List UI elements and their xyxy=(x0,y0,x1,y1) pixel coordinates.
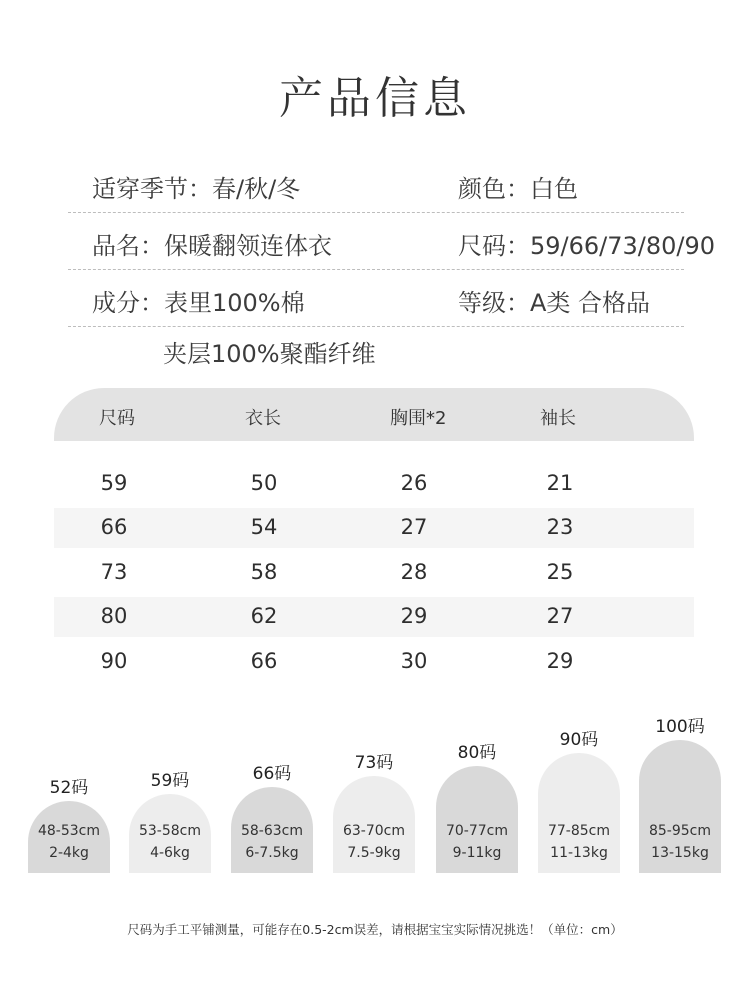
table-cell: 29 xyxy=(400,604,428,628)
info-row-material xyxy=(68,271,684,327)
size-table-header xyxy=(54,388,694,441)
size-card xyxy=(231,787,313,873)
table-cell: 58 xyxy=(250,560,278,584)
size-card-height: 48-53cm xyxy=(37,823,100,839)
table-cell: 50 xyxy=(250,471,278,495)
table-cell: 27 xyxy=(400,515,428,539)
size-card-height: 70-77cm xyxy=(445,823,508,839)
table-cell: 66 xyxy=(100,515,128,539)
table-cell: 21 xyxy=(546,471,574,495)
table-cell: 23 xyxy=(546,515,574,539)
table-row xyxy=(54,553,694,593)
header-sleeve: 袖长 xyxy=(540,408,576,429)
table-cell: 54 xyxy=(250,515,278,539)
size-card-weight: 6-7.5kg xyxy=(245,845,299,861)
header-size: 尺码 xyxy=(99,408,135,429)
color-text: 颜色：白色 xyxy=(458,175,578,203)
table-cell: 80 xyxy=(100,604,128,628)
size-card-label: 73码 xyxy=(354,753,394,773)
size-card-height: 58-63cm xyxy=(240,823,303,839)
size-card-height: 53-58cm xyxy=(138,823,201,839)
table-cell: 25 xyxy=(546,560,574,584)
grade-text: 等级：A类 合格品 xyxy=(458,289,651,317)
size-card-weight: 4-6kg xyxy=(150,845,190,861)
table-cell: 73 xyxy=(100,560,128,584)
size-card xyxy=(436,766,518,873)
material-extra-text: 夹层100%聚酯纤维 xyxy=(163,340,376,368)
measurement-note: 尺码为手工平铺测量，可能存在0.5-2cm误差，请根据宝宝实际情况挑选！（单位：cm） xyxy=(127,922,623,937)
size-card xyxy=(538,753,620,873)
table-cell: 90 xyxy=(100,649,128,673)
size-card-label: 90码 xyxy=(559,730,599,750)
size-card-weight: 13-15kg xyxy=(651,845,709,861)
size-card-label: 59码 xyxy=(150,771,190,791)
table-cell: 62 xyxy=(250,604,278,628)
size-card-height: 63-70cm xyxy=(342,823,405,839)
table-cell: 59 xyxy=(100,471,128,495)
size-card-label: 80码 xyxy=(457,743,497,763)
size-card-weight: 7.5-9kg xyxy=(347,845,401,861)
table-cell: 27 xyxy=(546,604,574,628)
table-cell: 66 xyxy=(250,649,278,673)
size-card xyxy=(129,794,211,873)
season-text: 适穿季节：春/秋/冬 xyxy=(92,175,301,203)
table-cell: 28 xyxy=(400,560,428,584)
table-cell: 30 xyxy=(400,649,428,673)
table-row xyxy=(54,508,694,548)
sizes-text: 尺码：59/66/73/80/90 xyxy=(458,232,716,260)
table-cell: 29 xyxy=(546,649,574,673)
material-text: 成分：表里100%棉 xyxy=(92,289,305,317)
size-card xyxy=(639,740,721,873)
size-card-label: 52码 xyxy=(49,778,89,798)
table-row xyxy=(54,642,694,682)
size-card-height: 77-85cm xyxy=(547,823,610,839)
size-card-weight: 9-11kg xyxy=(452,845,502,861)
size-card-height: 85-95cm xyxy=(648,823,711,839)
table-row xyxy=(54,464,694,504)
info-row-name xyxy=(68,214,716,270)
size-card-weight: 11-13kg xyxy=(550,845,608,861)
size-card-label: 66码 xyxy=(252,764,292,784)
product-name-text: 品名：保暖翻领连体衣 xyxy=(92,232,332,260)
header-chest: 胸围*2 xyxy=(390,408,447,429)
info-row-season xyxy=(68,157,684,213)
size-card xyxy=(333,776,415,873)
size-card xyxy=(28,801,110,873)
size-card-label: 100码 xyxy=(655,717,705,737)
table-row xyxy=(54,597,694,637)
page-title: 产品信息 xyxy=(279,73,471,124)
table-cell: 26 xyxy=(400,471,428,495)
size-card-weight: 2-4kg xyxy=(49,845,89,861)
header-length: 衣长 xyxy=(245,408,281,429)
